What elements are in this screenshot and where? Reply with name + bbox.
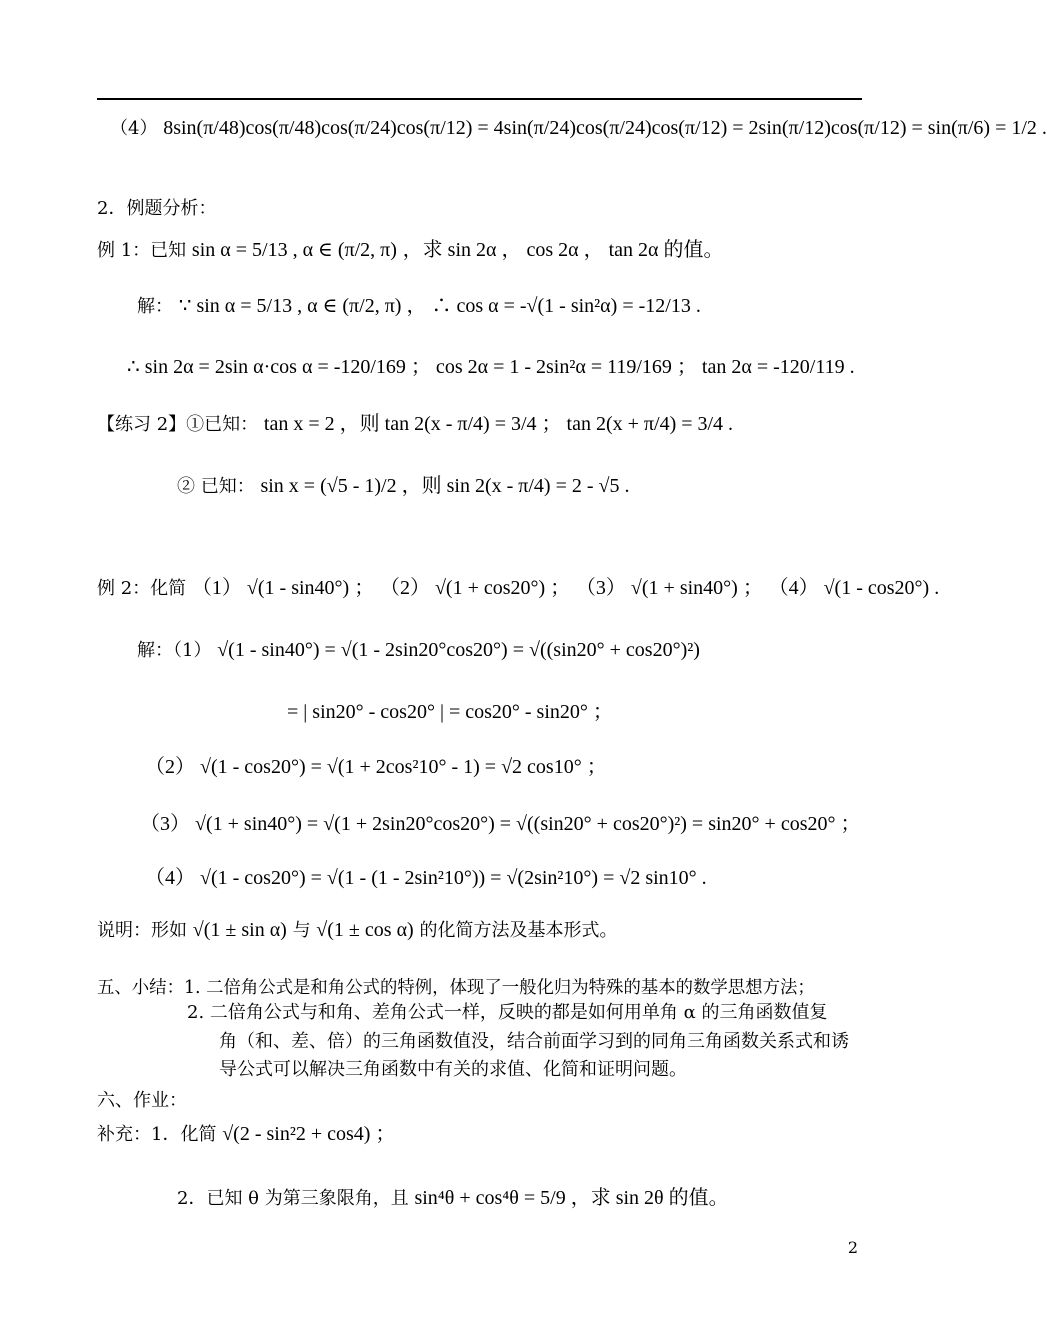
homework-heading: 六、作业： — [97, 1090, 187, 1111]
item4-line — [110, 118, 1047, 138]
practice2-q1: tan x = 2 ，则 tan 2(x - π/4) = 3/4 ； tan 2(x + π/4) = 3/4 . — [263, 413, 734, 435]
homework-item2 — [177, 1188, 729, 1208]
ex1-ask: ，求 sin 2α ， cos 2α ， tan 2α 的值。 — [402, 239, 724, 261]
homework-item1-formula: √(2 - sin²2 + cos4) ； — [222, 1123, 396, 1145]
ex1-question — [97, 240, 724, 260]
ex2-label: 例 2：化简 — [97, 578, 187, 599]
homework-item1 — [97, 1124, 395, 1144]
ex2-solution-1b: = | sin20° - cos20° | = cos20° - sin20° ； — [287, 701, 613, 723]
note-tail: 的化简方法及基本形式。 — [419, 920, 618, 941]
item4-prefix: （4） — [110, 118, 158, 139]
ex1-condition: sin α = 5/13 , α ∈ (π/2, π) — [191, 239, 397, 261]
note-formula-sin: √(1 ± sin α) — [192, 919, 287, 941]
practice2-line1 — [97, 414, 733, 434]
ex2-item-3: （3） √(1 + sin40°) ； — [575, 577, 763, 599]
ex2-solution-2: （2） √(1 - cos20°) = √(1 + 2cos²10° - 1) = √2 cos10° ； — [145, 756, 607, 778]
ex2-item-1: （1） √(1 - sin40°) ； — [191, 577, 375, 599]
ex1-label: 例 1：已知 — [97, 240, 187, 261]
ex2-solution-1a-formula: √(1 - sin40°) = √(1 - 2sin20°cos20°) = √((sin20° + cos20°)²) — [217, 639, 700, 661]
ex1-solution-line1 — [137, 296, 701, 316]
note-label: 说明：形如 — [97, 920, 187, 941]
ex2-solution-prefix: 解：（1） — [137, 640, 212, 661]
item4-formula: 8sin(π/48)cos(π/48)cos(π/24)cos(π/12) = 4sin(π/24)cos(π/24)cos(π/12) = 2sin(π/12)cos(π/12) = sin(π/6) = 1/2 . — [163, 117, 1047, 139]
practice2-label: 【练习 2】①已知： — [97, 414, 259, 435]
page-number: 2 — [847, 1238, 858, 1257]
practice2-q2-label: ② 已知： — [177, 476, 255, 497]
note-connector: 与 — [292, 920, 311, 941]
ex2-solution-1a — [137, 640, 700, 660]
ex2-item-2: （2） √(1 + cos20°) ； — [379, 577, 571, 599]
summary-point2-line2: 角（和、差、倍）的三角函数值没，结合前面学习到的同角三角函数关系式和诱 — [219, 1031, 849, 1052]
ex2-question — [97, 578, 939, 598]
section2-heading: 2．例题分析： — [97, 198, 217, 219]
summary-point2-line1: 2. 二倍角公式与和角、差角公式一样，反映的都是如何用单角 α 的三角函数值复 — [187, 1002, 828, 1023]
practice2-line2 — [177, 476, 630, 496]
ex2-item-4: （4） √(1 - cos20°) . — [768, 577, 940, 599]
note-line — [97, 920, 617, 940]
practice2-q2: sin x = (√5 - 1)/2 ，则 sin 2(x - π/4) = 2 - √5 . — [260, 475, 630, 497]
ex2-solution-4: （4） √(1 - cos20°) = √(1 - (1 - 2sin²10°)) = √(2sin²10°) = √2 sin10° . — [145, 867, 707, 889]
top-rule — [97, 98, 862, 100]
ex1-solution-cos: ∵ sin α = 5/13 , α ∈ (π/2, π) ， ∴ cos α = -√(1 - sin²α) = -12/13 . — [178, 295, 701, 317]
ex2-solution-3: （3） √(1 + sin40°) = √(1 + 2sin20°cos20°) = √((sin20° + cos20°)²) = sin20° + cos20° ； — [140, 813, 861, 835]
ex1-solution-line2: ∴ sin 2α = 2sin α·cos α = -120/169 ； cos 2α = 1 - 2sin²α = 119/169 ； tan 2α = -120/119 . — [127, 356, 855, 378]
ex1-solution-prefix: 解： — [137, 296, 173, 317]
note-formula-cos: √(1 ± cos α) — [316, 919, 414, 941]
summary-point2-line3: 导公式可以解决三角函数中有关的求值、化简和证明问题。 — [219, 1059, 687, 1080]
homework-item2-label: 2．已知 θ 为第三象限角，且 — [177, 1188, 409, 1209]
homework-item1-label: 补充：1．化简 — [97, 1124, 217, 1145]
homework-item2-formula: sin⁴θ + cos⁴θ = 5/9 ，求 sin 2θ 的值。 — [414, 1187, 729, 1209]
summary-heading: 五、小结：1. 二倍角公式是和角公式的特例，体现了一般化归为特殊的基本的数学思想方法； — [97, 978, 815, 998]
